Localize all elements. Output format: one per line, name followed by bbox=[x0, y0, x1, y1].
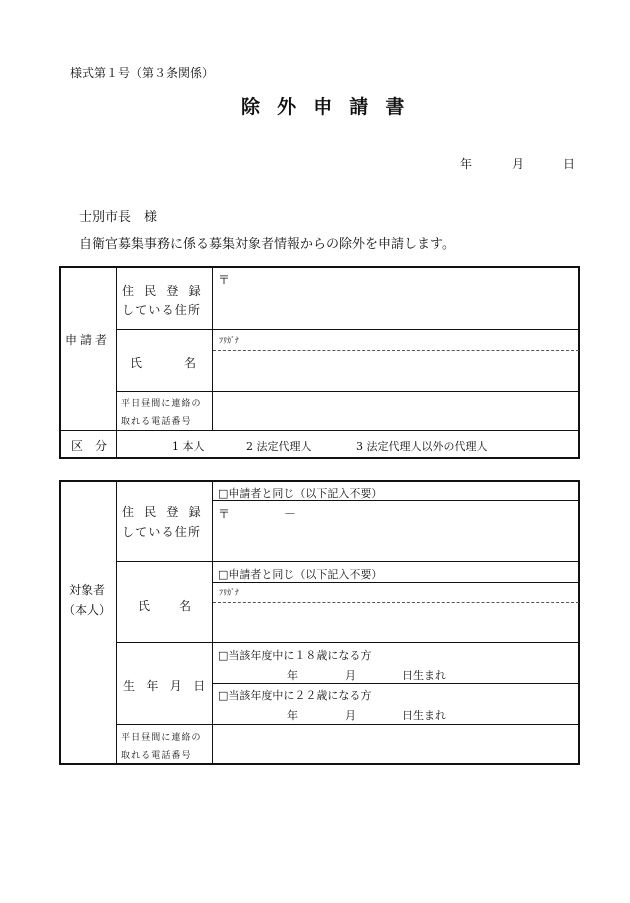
applicant-phone-input[interactable] bbox=[214, 393, 578, 429]
applicant-phone-label-2: 取れる電話番号 bbox=[121, 417, 192, 427]
application-statement: 自衛官募集事務に係る募集対象者情報からの除外を申請します。 bbox=[79, 237, 455, 252]
applicant-address-input[interactable] bbox=[214, 288, 578, 326]
date-month-label: 月 bbox=[512, 157, 525, 171]
subject-phone-input[interactable] bbox=[214, 726, 578, 763]
category-option-legal-representative[interactable]: 2 法定代理人 bbox=[246, 440, 312, 453]
category-label: 区 分 bbox=[71, 439, 108, 453]
applicant-postal-mark: 〒 bbox=[218, 273, 231, 287]
subject-name-label-right: 名 bbox=[179, 599, 192, 613]
age-22-day-label: 日生まれ bbox=[402, 709, 446, 722]
subject-address-label-2: している住所 bbox=[122, 525, 202, 539]
subject-address-label: 住民登録 bbox=[122, 505, 211, 519]
applicant-address-label: 住民登録 bbox=[122, 284, 211, 298]
subject-phone-label: 平日昼間に連絡の bbox=[121, 733, 202, 743]
applicant-phone-label: 平日昼間に連絡の bbox=[121, 399, 202, 409]
date-year-label: 年 bbox=[460, 157, 473, 171]
age-22-month-label: 月 bbox=[345, 709, 356, 722]
applicant-furigana-label: ﾌﾘｶﾞﾅ bbox=[219, 336, 239, 345]
subject-section-label: 対象者 bbox=[69, 583, 106, 597]
subject-section-label-2: （本人） bbox=[63, 603, 112, 617]
subject-name-same-checkbox[interactable]: □申請者と同じ（以下記入不要） bbox=[218, 568, 383, 581]
category-option-self[interactable]: 1 本人 bbox=[172, 440, 205, 453]
subject-name-label-left: 氏 bbox=[138, 599, 151, 613]
applicant-name-label-left: 氏 bbox=[130, 356, 143, 370]
subject-phone-label-2: 取れる電話番号 bbox=[121, 751, 192, 761]
subject-furigana-label: ﾌﾘｶﾞﾅ bbox=[219, 588, 239, 597]
age-18-month-label: 月 bbox=[345, 669, 356, 682]
subject-birth-label: 生年月日 bbox=[123, 679, 217, 693]
age-22-year-label: 年 bbox=[287, 709, 298, 722]
category-option-other-representative[interactable]: 3 法定代理人以外の代理人 bbox=[356, 440, 488, 453]
age-18-day-label: 日生まれ bbox=[402, 669, 446, 682]
form-number: 様式第１号（第３条関係） bbox=[70, 66, 215, 80]
subject-name-input[interactable] bbox=[214, 604, 578, 640]
applicant-name-input[interactable] bbox=[214, 352, 578, 389]
subject-address-input[interactable] bbox=[214, 521, 578, 559]
subject-postal-dash: － bbox=[284, 507, 297, 521]
applicant-section-label: 申請者 bbox=[65, 333, 111, 347]
age-18-checkbox[interactable]: □当該年度中に１８歳になる方 bbox=[218, 649, 372, 662]
page-title: 除外申請書 bbox=[241, 96, 422, 118]
date-day-label: 日 bbox=[563, 157, 576, 171]
subject-address-same-checkbox[interactable]: □申請者と同じ（以下記入不要） bbox=[218, 487, 383, 500]
applicant-name-label-right: 名 bbox=[184, 356, 197, 370]
applicant-address-label-2: している住所 bbox=[122, 303, 202, 317]
age-18-year-label: 年 bbox=[287, 669, 298, 682]
age-22-checkbox[interactable]: □当該年度中に２２歳になる方 bbox=[218, 689, 372, 702]
subject-postal-mark: 〒 bbox=[218, 507, 231, 521]
addressee: 士別市長 様 bbox=[79, 210, 158, 225]
